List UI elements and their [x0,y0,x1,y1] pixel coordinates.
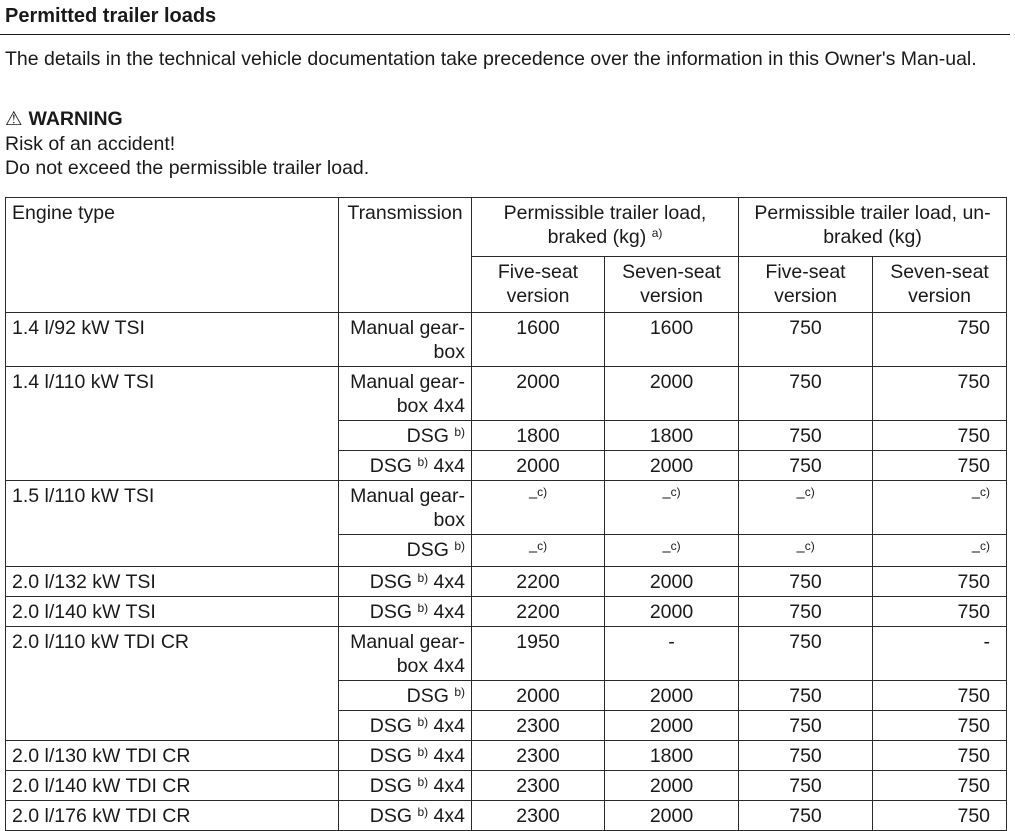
title-divider [0,34,1010,35]
table-row [6,597,1007,627]
table-row [6,313,1007,367]
unbraked-seven-seat-cell [873,535,1007,567]
transmission-drive: 4x4 [433,775,465,797]
braked-seven-seat-cell [605,771,739,801]
braked-seven-seat-cell [605,567,739,597]
braked-five-seat-cell [472,421,605,451]
load-value: 1600 [516,317,560,339]
transmission-drive: 4x4 [433,601,465,623]
transmission-drive: 4x4 [433,455,465,477]
load-value: 750 [957,805,991,827]
header-unbraked: Permissible trailer load, un-braked (kg) [739,198,1007,257]
engine-type-cell: 2.0 l/132 kW TSI [6,567,339,597]
footnote-marker: c) [804,485,815,499]
header-braked-five-seat: Five-seat version [472,257,605,313]
load-value: 750 [789,631,822,653]
footnote-marker: b) [417,455,429,469]
unbraked-five-seat-cell [739,771,873,801]
braked-seven-seat-cell [605,481,739,535]
transmission-label: Manual gear-box [350,485,465,531]
braked-seven-seat-cell [605,421,739,451]
braked-seven-seat-cell [605,801,739,831]
unbraked-five-seat-cell [739,801,873,831]
footnote-marker: a) [651,226,663,240]
load-value: 2000 [649,715,694,737]
engine-type-cell: 2.0 l/110 kW TDI CR [6,627,339,741]
footnote-marker: b) [417,715,429,729]
braked-five-seat-cell [472,567,605,597]
transmission-drive: 4x4 [433,805,465,827]
braked-five-seat-cell [472,681,605,711]
load-value: 750 [957,425,991,447]
unbraked-five-seat-cell [739,313,873,367]
unbraked-seven-seat-cell [873,451,1007,481]
table-row [6,771,1007,801]
footnote-marker: c) [670,539,681,553]
table-row [6,741,1007,771]
load-value: 750 [789,371,822,393]
load-value: – [971,489,981,506]
transmission-label: DSG [369,775,413,797]
load-value: 750 [789,805,822,827]
unbraked-five-seat-cell [739,451,873,481]
table-row [6,627,1007,681]
transmission-label: DSG [369,571,413,593]
load-value: – [796,543,805,560]
braked-five-seat-cell [472,771,605,801]
engine-type-cell: 1.4 l/110 kW TSI [6,367,339,481]
transmission-drive: 4x4 [433,571,465,593]
transmission-label: DSG [369,601,413,623]
load-value: 2000 [649,805,694,827]
transmission-label: Manual gear-box 4x4 [350,631,465,677]
unbraked-five-seat-cell [739,567,873,597]
transmission-label: Manual gear-box 4x4 [350,371,465,417]
transmission-cell [339,801,472,831]
warning-triangle-icon: ⚠ [5,108,23,130]
warning-line: Risk of an accident! [5,133,176,155]
engine-type-cell: 2.0 l/130 kW TDI CR [6,741,339,771]
page-title: Permitted trailer loads [5,5,217,27]
load-value: 750 [957,745,991,767]
load-value: – [662,543,671,560]
braked-five-seat-cell [472,367,605,421]
unbraked-five-seat-cell [739,627,873,681]
braked-five-seat-cell [472,711,605,741]
unbraked-five-seat-cell [739,367,873,421]
load-value: 2300 [516,715,560,737]
header-braked-seven-seat: Seven-seat version [605,257,739,313]
unbraked-five-seat-cell [739,421,873,451]
load-value: 750 [957,371,991,393]
load-value: 750 [789,455,822,477]
load-value: 1950 [516,631,560,653]
footnote-marker: c) [670,485,681,499]
load-value: 2000 [649,371,694,393]
unbraked-seven-seat-cell [873,681,1007,711]
warning-heading [5,107,123,131]
table-row [6,567,1007,597]
unbraked-five-seat-cell [739,711,873,741]
warning-line: Do not exceed the permissible trailer load. [5,157,370,179]
braked-seven-seat-cell [605,741,739,771]
load-value: – [528,543,538,560]
braked-five-seat-cell [472,741,605,771]
load-value: 2000 [516,455,560,477]
unbraked-seven-seat-cell [873,481,1007,535]
footnote-marker: c) [980,485,991,499]
transmission-label: DSG [369,745,413,767]
table-row [6,481,1007,535]
braked-five-seat-cell [472,481,605,535]
braked-five-seat-cell [472,597,605,627]
load-value: 2000 [649,775,694,797]
transmission-cell [339,451,472,481]
load-value: 2000 [516,685,560,707]
load-value: – [971,543,981,560]
unbraked-five-seat-cell [739,741,873,771]
braked-seven-seat-cell [605,451,739,481]
unbraked-seven-seat-cell [873,367,1007,421]
transmission-drive: 4x4 [433,715,465,737]
intro-paragraph: The details in the technical vehicle documentation take precedence over the information in this Owner's Man-ual. [5,48,977,70]
header-engine-type: Engine type [6,198,339,313]
load-value: 1800 [649,425,694,447]
unbraked-seven-seat-cell [873,313,1007,367]
unbraked-seven-seat-cell [873,627,1007,681]
load-value: – [528,489,538,506]
transmission-cell [339,313,472,367]
load-value: 2300 [516,805,560,827]
engine-type-cell: 2.0 l/140 kW TDI CR [6,771,339,801]
footnote-marker: b) [417,601,429,615]
braked-seven-seat-cell [605,313,739,367]
load-value: – [796,489,805,506]
load-value: 750 [789,775,822,797]
load-value: 750 [789,745,822,767]
load-value: 750 [789,685,822,707]
transmission-label: Manual gear-box [350,317,465,363]
engine-type-cell: 1.5 l/110 kW TSI [6,481,339,567]
load-value: 750 [957,775,991,797]
header-unbraked-seven-seat: Seven-seat version [873,257,1007,313]
load-value: 750 [957,571,991,593]
transmission-cell [339,741,472,771]
braked-five-seat-cell [472,801,605,831]
transmission-cell [339,627,472,681]
transmission-drive: 4x4 [433,745,465,767]
load-value: 2000 [649,571,694,593]
load-value: 1600 [649,317,694,339]
unbraked-five-seat-cell [739,481,873,535]
load-value: 2200 [516,571,560,593]
load-value: 1800 [649,745,694,767]
transmission-cell [339,481,472,535]
engine-type-cell: 2.0 l/176 kW TDI CR [6,801,339,831]
load-value: 750 [789,715,822,737]
unbraked-seven-seat-cell [873,567,1007,597]
braked-five-seat-cell [472,627,605,681]
footnote-marker: b) [417,805,429,819]
load-value: 2000 [649,455,694,477]
warning-label: WARNING [28,108,123,130]
transmission-cell [339,535,472,567]
load-value: - [668,631,675,653]
table-row [6,367,1007,421]
unbraked-five-seat-cell [739,681,873,711]
transmission-cell [339,367,472,421]
table-row [6,801,1007,831]
braked-five-seat-cell [472,313,605,367]
load-value: 2000 [649,601,694,623]
load-value: 750 [957,715,991,737]
braked-seven-seat-cell [605,627,739,681]
unbraked-seven-seat-cell [873,741,1007,771]
footnote-marker: b) [417,571,429,585]
unbraked-seven-seat-cell [873,597,1007,627]
unbraked-five-seat-cell [739,535,873,567]
unbraked-seven-seat-cell [873,801,1007,831]
load-value: 2300 [516,775,560,797]
unbraked-seven-seat-cell [873,711,1007,741]
footnote-marker: b) [454,685,465,699]
transmission-cell [339,597,472,627]
braked-five-seat-cell [472,535,605,567]
footnote-marker: b) [454,539,465,553]
load-value: 750 [789,571,822,593]
transmission-label: DSG [406,425,449,447]
braked-seven-seat-cell [605,367,739,421]
header-transmission: Transmission [339,198,472,313]
transmission-label: DSG [406,539,449,561]
load-value: 750 [957,455,991,477]
header-braked [472,198,739,257]
unbraked-seven-seat-cell [873,771,1007,801]
transmission-cell [339,681,472,711]
transmission-cell [339,711,472,741]
load-value: 2000 [516,371,560,393]
load-value: 1800 [516,425,560,447]
load-value: – [662,489,671,506]
unbraked-five-seat-cell [739,597,873,627]
engine-type-cell: 1.4 l/92 kW TSI [6,313,339,367]
footnote-marker: c) [804,539,815,553]
footnote-marker: b) [417,775,429,789]
footnote-marker: c) [537,485,548,499]
load-value: 750 [957,685,991,707]
load-value: 2200 [516,601,560,623]
braked-seven-seat-cell [605,711,739,741]
footnote-marker: c) [980,539,991,553]
transmission-label: DSG [369,455,413,477]
footnote-marker: c) [537,539,548,553]
load-value: 750 [789,601,822,623]
load-value: 2000 [649,685,694,707]
footnote-marker: b) [454,425,465,439]
transmission-label: DSG [406,685,449,707]
braked-seven-seat-cell [605,535,739,567]
braked-seven-seat-cell [605,597,739,627]
transmission-cell [339,421,472,451]
table-body [6,313,1007,831]
header-unbraked-five-seat: Five-seat version [739,257,873,313]
engine-type-cell: 2.0 l/140 kW TSI [6,597,339,627]
header-braked-label: Permissible trailer load, braked (kg) [503,202,707,248]
braked-seven-seat-cell [605,681,739,711]
transmission-cell [339,771,472,801]
transmission-cell [339,567,472,597]
footnote-marker: b) [417,745,429,759]
unbraked-seven-seat-cell [873,421,1007,451]
braked-five-seat-cell [472,451,605,481]
transmission-label: DSG [369,805,413,827]
load-value: 2300 [516,745,560,767]
trailer-load-table [5,197,1007,831]
load-value: 750 [957,601,991,623]
transmission-label: DSG [369,715,413,737]
load-value: - [983,631,991,653]
load-value: 750 [957,317,991,339]
load-value: 750 [789,425,822,447]
load-value: 750 [789,317,822,339]
